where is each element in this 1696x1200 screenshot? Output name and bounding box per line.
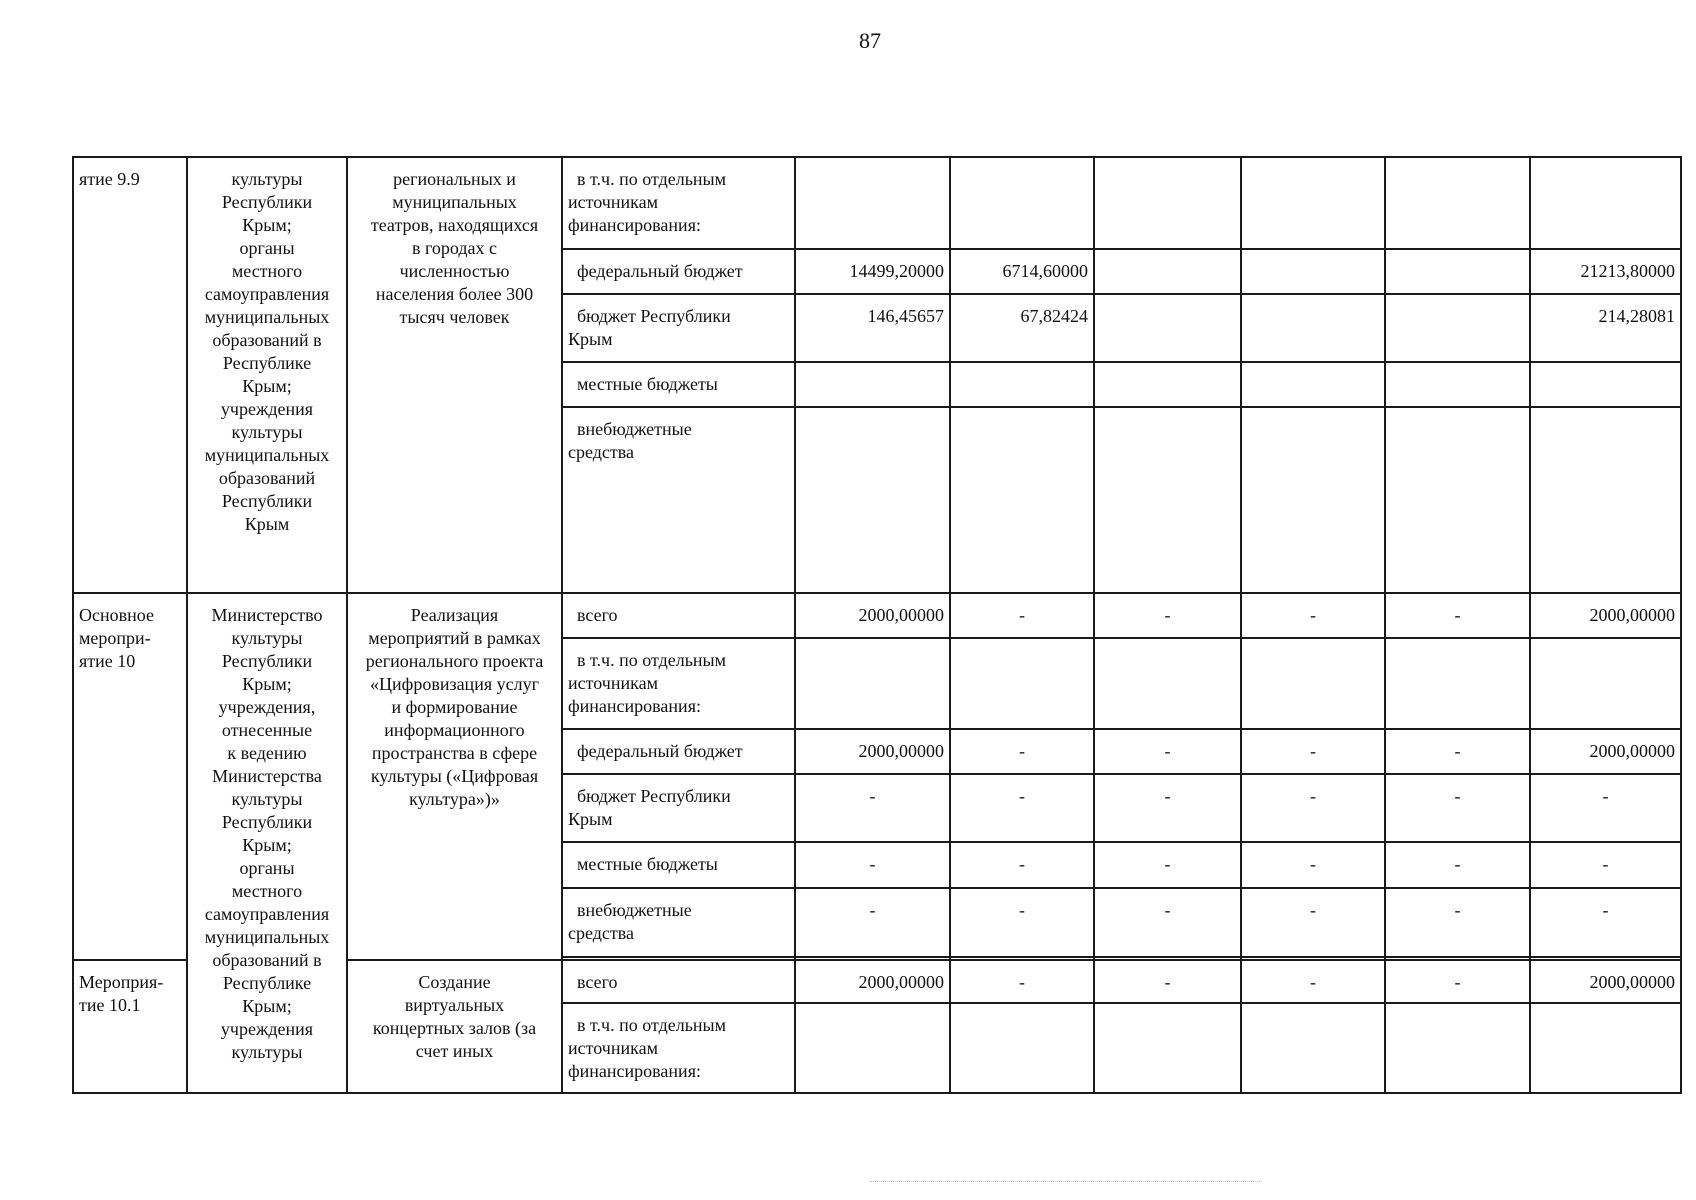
cell-text-line: финансирования: bbox=[568, 215, 701, 235]
cell-text-line: источникам bbox=[568, 192, 658, 212]
cell-text-line: в т.ч. по отдельным bbox=[577, 650, 727, 670]
cell-text-line: ятие 9.9 bbox=[79, 169, 140, 189]
cell-text-line: финансирования: bbox=[568, 696, 701, 716]
cell-text-line: тие 10.1 bbox=[79, 995, 141, 1015]
table-row: Основное меропри- ятие 10 Министерство культуры Республики Крым; учреждения, отнесенные к ведению Министерства культуры Республики Крым; органы местного самоуправления муниципальных образований в Республике Крым; учреждения культуры Реализация мероприятий в рамках регионального проекта «Цифровизация услуг и формирование информационного пространства в сфере культуры («Цифровая культура»)» всего 2000,00000 - - - - 2000,00000 bbox=[73, 593, 1681, 638]
source-label-federal: федеральный бюджет bbox=[562, 249, 795, 294]
executor-cell bbox=[187, 157, 347, 593]
cell-text-line: Министерства bbox=[212, 766, 322, 786]
cell-text-line: финансирования: bbox=[568, 1061, 701, 1081]
budget-table bbox=[72, 156, 1682, 1094]
cell-text-line: бюджет Республики bbox=[577, 786, 731, 806]
description-cell bbox=[347, 157, 562, 593]
cell-text-line: виртуальных bbox=[404, 995, 505, 1015]
cell-text-line: культуры bbox=[231, 628, 303, 648]
cell-text-line: учреждения, bbox=[218, 697, 316, 717]
cell-text-line: Крым; bbox=[242, 835, 292, 855]
cell-text-line: численностью bbox=[399, 261, 510, 281]
cell-text-line: Крым; bbox=[242, 376, 292, 396]
cell-text-line: культуры bbox=[231, 422, 303, 442]
activity-cell bbox=[73, 960, 187, 1093]
cell-text-line: культуры bbox=[231, 1042, 303, 1062]
cell-text-line: отнесенные bbox=[221, 720, 313, 740]
cell-text-line: бюджет Республики bbox=[577, 306, 731, 326]
footer-divider bbox=[870, 1181, 1260, 1182]
cell-text-line: регионального проекта bbox=[365, 651, 544, 671]
cell-text-line: образований bbox=[218, 468, 316, 488]
cell-text-line: Мероприя- bbox=[79, 972, 164, 992]
cell-text-line: образований в bbox=[212, 950, 322, 970]
cell-text-line: самоуправления bbox=[204, 284, 330, 304]
cell-text-line: органы bbox=[239, 238, 295, 258]
description-cell bbox=[347, 960, 562, 1093]
cell-text-line: средства bbox=[568, 923, 635, 943]
cell-text-line: Республики bbox=[221, 192, 313, 212]
table-row bbox=[73, 157, 1681, 249]
cell-text-line: источникам bbox=[568, 673, 658, 693]
cell-text-line: концертных залов (за bbox=[372, 1018, 537, 1038]
table-row: федеральный бюджет 2000,00000 - - - - 2000,00000 bbox=[73, 729, 1681, 774]
activity-cell bbox=[73, 593, 187, 960]
cell-text-line: информационного bbox=[384, 720, 525, 740]
cell-text-line: местного bbox=[231, 261, 303, 281]
source-label-local: местные бюджеты bbox=[562, 362, 795, 407]
cell-text-line: Крым bbox=[568, 329, 613, 349]
cell-text-line: Создание bbox=[418, 972, 491, 992]
cell-text-line: учреждения bbox=[220, 1019, 314, 1039]
cell-text-line: Крым bbox=[244, 514, 290, 534]
cell-text-line: Крым; bbox=[242, 996, 292, 1016]
cell-text-line: Крым; bbox=[242, 215, 292, 235]
cell-text-line: самоуправления bbox=[204, 904, 330, 924]
cell-text-line: Республике bbox=[222, 973, 312, 993]
cell-text-line: тысяч человек bbox=[399, 307, 510, 327]
source-label-republic bbox=[562, 774, 795, 842]
cell-text-line: внебюджетные bbox=[577, 419, 692, 439]
activity-cell bbox=[73, 157, 187, 593]
cell-text-line: образований в bbox=[212, 330, 322, 350]
source-label-total: всего bbox=[562, 593, 795, 638]
cell-text-line: ятие 10 bbox=[79, 651, 136, 671]
cell-text-line: к ведению bbox=[227, 743, 307, 763]
cell-text-line: органы bbox=[239, 858, 295, 878]
source-label-incl bbox=[562, 157, 795, 249]
cell-text-line: Основное bbox=[79, 605, 154, 625]
cell-text-line: муниципальных bbox=[392, 192, 517, 212]
cell-text-line: пространства в сфере bbox=[371, 743, 538, 763]
table-row: местные бюджеты - - - - - - bbox=[73, 842, 1681, 888]
table-row: внебюджетные средства - - - - - - bbox=[73, 888, 1681, 957]
cell-text-line: учреждения bbox=[220, 399, 314, 419]
table-row: бюджет Республики Крым 146,45657 67,82424 214,28081 bbox=[73, 294, 1681, 362]
cell-text-line: Министерство bbox=[211, 605, 323, 625]
cell-text-line: местного bbox=[231, 881, 303, 901]
cell-text-line: муниципальных bbox=[204, 927, 330, 947]
table-body bbox=[73, 157, 1681, 1093]
cell-text-line: культуры («Цифровая bbox=[370, 766, 539, 786]
cell-text-line: культуры bbox=[231, 169, 303, 189]
source-label-offbudget bbox=[562, 888, 795, 957]
cell-text-line: муниципальных bbox=[204, 445, 330, 465]
cell-text-line: Республике bbox=[222, 353, 312, 373]
source-label-incl bbox=[562, 1003, 795, 1093]
cell-text-line: театров, находящихся bbox=[370, 215, 539, 235]
cell-text-line: Республики bbox=[221, 651, 313, 671]
source-label-federal: федеральный бюджет bbox=[562, 729, 795, 774]
source-label-offbudget bbox=[562, 407, 795, 593]
cell-text-line: меропри- bbox=[79, 628, 151, 648]
cell-text-line: Крым bbox=[568, 809, 613, 829]
description-cell bbox=[347, 593, 562, 960]
cell-text-line: Республики bbox=[221, 491, 313, 511]
cell-text-line: региональных и bbox=[393, 169, 516, 189]
cell-text-line: мероприятий в рамках bbox=[368, 628, 541, 648]
cell-text-line: Крым; bbox=[242, 674, 292, 694]
page-number: 87 bbox=[859, 28, 881, 53]
cell-text-line: средства bbox=[568, 442, 635, 462]
source-label-republic bbox=[562, 294, 795, 362]
cell-text-line: «Цифровизация услуг bbox=[370, 674, 539, 694]
table-row: бюджет Республики Крым - - - - - - bbox=[73, 774, 1681, 842]
source-label-total: всего bbox=[562, 960, 795, 1003]
cell-text-line: населения более 300 bbox=[375, 284, 534, 304]
cell-text-line: в городах с bbox=[411, 238, 498, 258]
source-label-local: местные бюджеты bbox=[562, 842, 795, 888]
cell-text-line: и формирование bbox=[391, 697, 518, 717]
cell-text-line: внебюджетные bbox=[577, 900, 692, 920]
cell-text-line: источникам bbox=[568, 1038, 658, 1058]
cell-text-line: культуры bbox=[231, 789, 303, 809]
cell-text-line: в т.ч. по отдельным bbox=[577, 169, 727, 189]
source-label-incl bbox=[562, 638, 795, 729]
table-row: Мероприя- тие 10.1 Создание виртуальных концертных залов (за счет иных всего 2000,00000 - - - - 2000,00000 bbox=[73, 960, 1681, 1003]
cell-text-line: муниципальных bbox=[204, 307, 330, 327]
cell-text-line: Республики bbox=[221, 812, 313, 832]
cell-text-line: культура»)» bbox=[409, 789, 500, 809]
executor-cell bbox=[187, 593, 347, 1093]
cell-text-line: счет иных bbox=[415, 1041, 494, 1061]
cell-text-line: Реализация bbox=[410, 605, 499, 625]
cell-text-line: в т.ч. по отдельным bbox=[577, 1015, 727, 1035]
table-row: федеральный бюджет 14499,20000 6714,60000 21213,80000 bbox=[73, 249, 1681, 294]
